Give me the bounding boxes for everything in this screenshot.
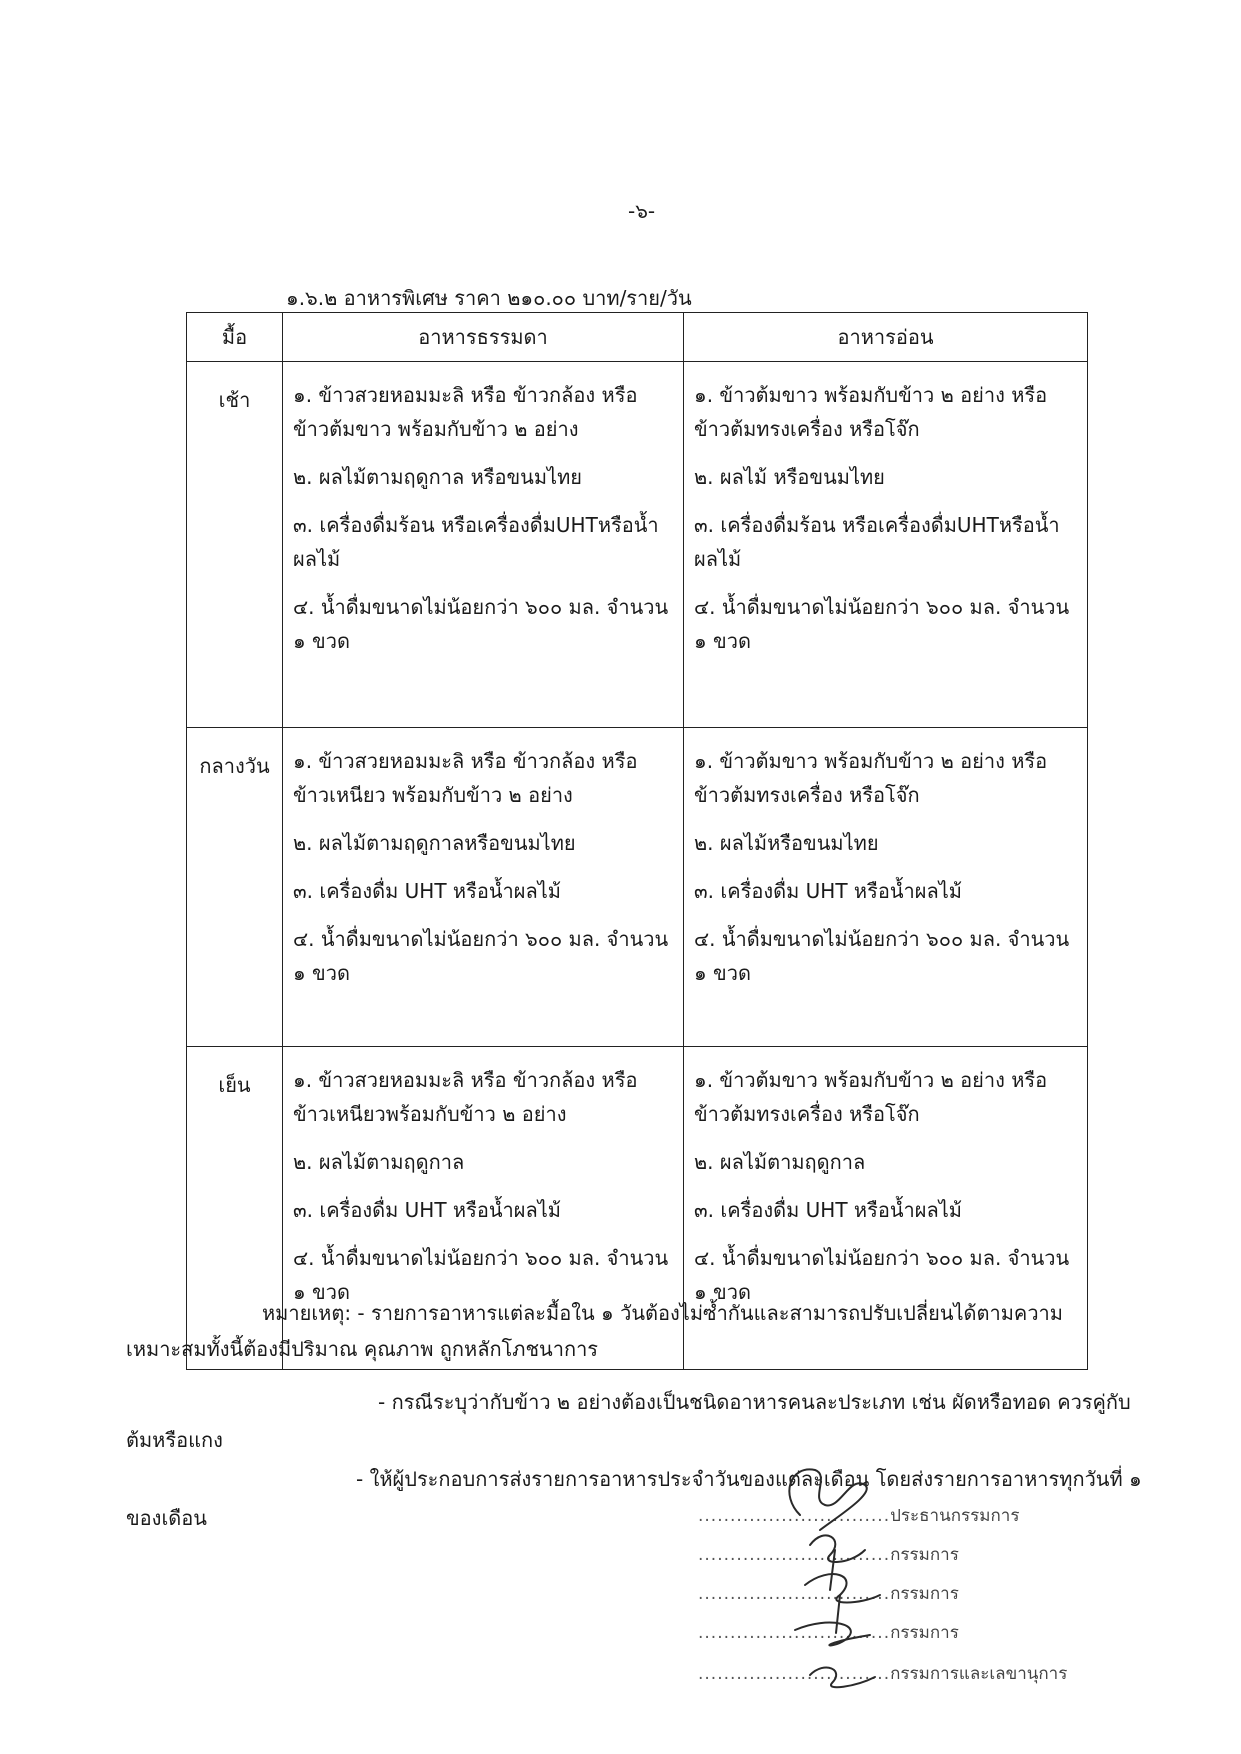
signature-dots: .............................. (698, 1664, 891, 1684)
list-item: ๔. น้ำดื่มขนาดไม่น้อยกว่า ๖๐๐ มล. จำนวน ๑ ขวด (694, 927, 1070, 985)
soft-food-cell (684, 362, 1088, 728)
list-item: ๓. เครื่องดื่ม UHT หรือน้ำผลไม้ (694, 879, 962, 903)
note-line-3: - กรณีระบุว่ากับข้าว ๒ อย่างต้องเป็นชนิดอาหารคนละประเภท เช่น ผัดหรือทอด ควรคู่กับ (378, 1390, 1131, 1414)
table-header-row (187, 313, 1088, 362)
signature-role: ประธานกรรมการ (890, 1506, 1020, 1526)
page-number: -๖- (628, 199, 656, 223)
note-line-6: ของเดือน (126, 1506, 207, 1530)
list-item: ๒. ผลไม้ตามฤดูกาลหรือขนมไทย (293, 831, 576, 855)
note-line-4: ต้มหรือแกง (126, 1428, 223, 1452)
list-item: ๑. ข้าวต้มขาว พร้อมกับข้าว ๒ อย่าง หรือข้าวต้มทรงเครื่อง หรือโจ๊ก (694, 1068, 1048, 1126)
list-item: ๓. เครื่องดื่มร้อน หรือเครื่องดื่มUHTหรือน้ำผลไม้ (694, 513, 1060, 571)
list-item: ๔. น้ำดื่มขนาดไม่น้อยกว่า ๖๐๐ มล. จำนวน ๑ ขวด (293, 595, 669, 653)
list-item: ๒. ผลไม้ตามฤดูกาล (694, 1150, 866, 1174)
normal-food-cell (283, 362, 684, 728)
list-item: ๑. ข้าวต้มขาว พร้อมกับข้าว ๒ อย่าง หรือข้าวต้มทรงเครื่อง หรือโจ๊ก (694, 383, 1048, 441)
list-item: ๑. ข้าวต้มขาว พร้อมกับข้าว ๒ อย่าง หรือข้าวต้มทรงเครื่อง หรือโจ๊ก (694, 749, 1048, 807)
meal-name: เช้า (187, 362, 283, 728)
note-line-5: - ให้ผู้ประกอบการส่งรายการอาหารประจำวันของแต่ละเดือน โดยส่งรายการอาหารทุกวันที่ ๑ (356, 1467, 1142, 1491)
meal-name: กลางวัน (187, 728, 283, 1047)
list-item: ๒. ผลไม้หรือขนมไทย (694, 831, 879, 855)
header-meal: มื้อ (187, 313, 283, 362)
signature-role: กรรมการ (890, 1584, 959, 1604)
list-item: ๑. ข้าวสวยหอมมะลิ หรือ ข้าวกล้อง หรือ ข้าวต้มขาว พร้อมกับข้าว ๒ อย่าง (293, 383, 638, 441)
soft-food-cell (684, 728, 1088, 1047)
note-line-2: เหมาะสมทั้งนี้ต้องมีปริมาณ คุณภาพ ถูกหลักโภชนาการ (126, 1337, 599, 1361)
normal-food-cell (283, 728, 684, 1047)
list-item: ๓. เครื่องดื่ม UHT หรือน้ำผลไม้ (293, 1198, 561, 1222)
signature-dots: .............................. (698, 1584, 891, 1604)
list-item: ๔. น้ำดื่มขนาดไม่น้อยกว่า ๖๐๐ มล. จำนวน ๑ ขวด (293, 1246, 669, 1304)
table-row (187, 362, 1088, 728)
signature-dots: .............................. (698, 1545, 891, 1565)
table-row (187, 728, 1088, 1047)
list-item: ๔. น้ำดื่มขนาดไม่น้อยกว่า ๖๐๐ มล. จำนวน ๑ ขวด (293, 927, 669, 985)
list-item: ๓. เครื่องดื่ม UHT หรือน้ำผลไม้ (694, 1198, 962, 1222)
list-item: ๔. น้ำดื่มขนาดไม่น้อยกว่า ๖๐๐ มล. จำนวน ๑ ขวด (694, 1246, 1070, 1304)
list-item: ๒. ผลไม้ หรือขนมไทย (694, 465, 885, 489)
list-item: ๑. ข้าวสวยหอมมะลิ หรือ ข้าวกล้อง หรือ ข้าวเหนียวพร้อมกับข้าว ๒ อย่าง (293, 1068, 638, 1126)
header-normal-food: อาหารธรรมดา (283, 313, 684, 362)
list-item: ๑. ข้าวสวยหอมมะลิ หรือ ข้าวกล้อง หรือ ข้าวเหนียว พร้อมกับข้าว ๒ อย่าง (293, 749, 638, 807)
list-item: ๒. ผลไม้ตามฤดูกาล หรือขนมไทย (293, 465, 582, 489)
header-soft-food: อาหารอ่อน (684, 313, 1088, 362)
handwritten-signatures (770, 1455, 900, 1695)
note-line-1: หมายเหตุ: - รายการอาหารแต่ละมื้อใน ๑ วันต้องไม่ซ้ำกันและสามารถปรับเปลี่ยนได้ตามความ (262, 1301, 1063, 1325)
list-item: ๓. เครื่องดื่ม UHT หรือน้ำผลไม้ (293, 879, 561, 903)
signature-dots: .............................. (698, 1506, 891, 1526)
list-item: ๓. เครื่องดื่มร้อน หรือเครื่องดื่มUHTหรือน้ำผลไม้ (293, 513, 659, 571)
meal-table (186, 312, 1088, 1370)
signature-role: กรรมการและเลขานุการ (890, 1664, 1068, 1684)
signature-dots: .............................. (698, 1623, 891, 1643)
signature-role: กรรมการ (890, 1623, 959, 1643)
section-title: ๑.๖.๒ อาหารพิเศษ ราคา ๒๑๐.๐๐ บาท/ราย/วัน (286, 286, 692, 310)
list-item: ๒. ผลไม้ตามฤดูกาล (293, 1150, 465, 1174)
meal-name: เย็น (187, 1047, 283, 1370)
signature-role: กรรมการ (890, 1545, 959, 1565)
list-item: ๔. น้ำดื่มขนาดไม่น้อยกว่า ๖๐๐ มล. จำนวน ๑ ขวด (694, 595, 1070, 653)
